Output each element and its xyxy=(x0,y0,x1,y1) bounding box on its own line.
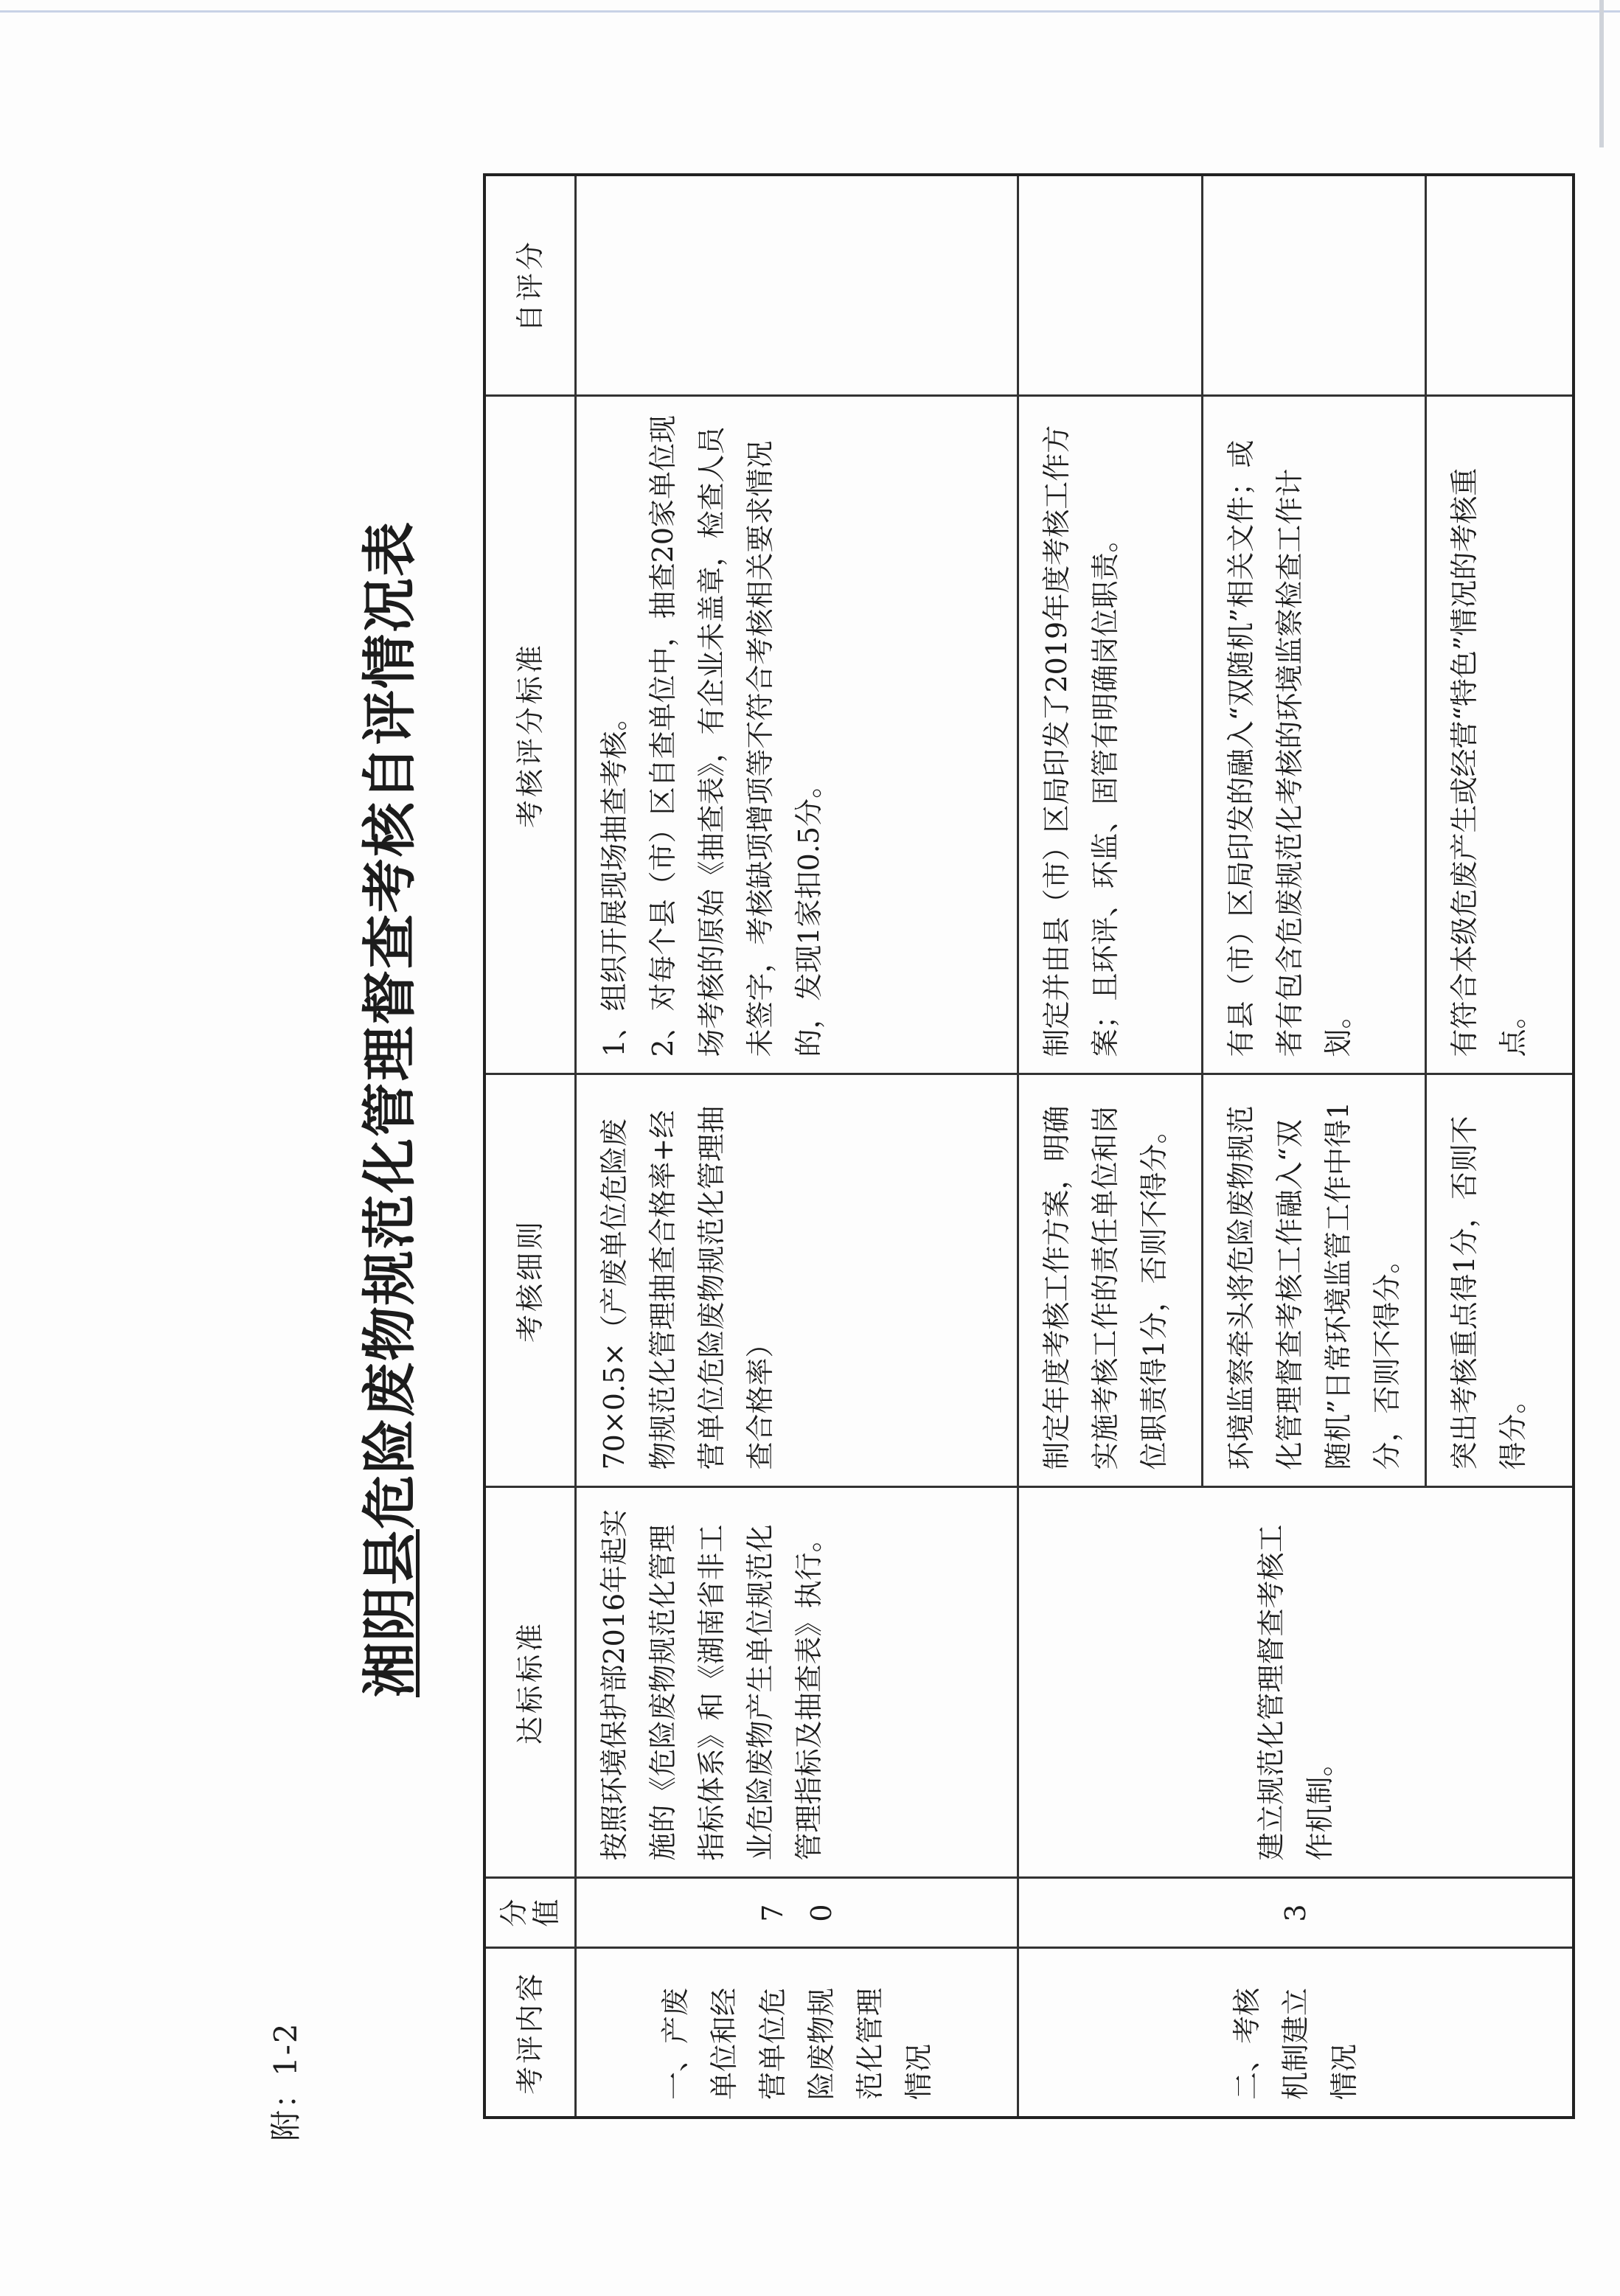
row2-score: 3 xyxy=(1018,1878,1574,1948)
row1-self-score xyxy=(576,175,1018,396)
header-detail: 考核细则 xyxy=(484,1074,576,1487)
row2-self-score-2 xyxy=(1203,175,1426,396)
annex-label: 附：1-2 xyxy=(268,2022,304,2141)
title-main: 危险废物规范化管理督查考核自评情况表 xyxy=(358,521,422,1529)
row2-criteria-1: 制定并由县（市）区局印发了2019年度考核工作方案；且环评、环监、固管有明确岗位职责。 xyxy=(1018,396,1203,1074)
evaluation-table xyxy=(483,173,1575,2119)
row1-standard: 按照环境保护部2016年起实施的《危险废物规范化管理指标体系》和《湖南省非工业危险废物产生单位规范化管理指标及抽查表》执行。 xyxy=(576,1487,1018,1878)
page-title xyxy=(347,335,425,1883)
header-score: 分值 xyxy=(484,1878,576,1948)
row2-standard: 建立规范化管理督查考核工作机制。 xyxy=(1018,1487,1574,1878)
row1-item: 一、产废单位和经营单位危险废物规范化管理情况 xyxy=(576,1948,1018,2118)
header-standard: 达标标准 xyxy=(484,1487,576,1878)
table-row xyxy=(1018,175,1203,2118)
row2-item: 二、考核机制建立情况 xyxy=(1018,1948,1574,2118)
header-item: 考评内容 xyxy=(484,1948,576,2118)
row2-detail-2: 环境监察牵头将危险废物规范化管理督查考核工作融入“双随机”日常环境监管工作中得1分，否则不得分。 xyxy=(1203,1074,1426,1487)
row1-score: 70 xyxy=(576,1878,1018,1948)
row2-self-score-3 xyxy=(1426,175,1574,396)
row1-criteria: 1、组织开展现场抽查考核。 2、对每个县（市）区自查单位中，抽查20家单位现场考核的原始《抽查表》，有企业未盖章，检查人员未签字，考核缺项增项等不符合考核相关要求情况的，发现1家扣0.5分。 xyxy=(576,396,1018,1074)
row2-criteria-2: 有县（市）区局印发的融入“双随机”相关文件；或者有包含危废规范化考核的环境监察检查工作计划。 xyxy=(1203,396,1426,1074)
title-county: 湘阴县 xyxy=(358,1529,422,1697)
header-criteria: 考核评分标准 xyxy=(484,396,576,1074)
table-row xyxy=(576,175,1018,2118)
row2-self-score-1 xyxy=(1018,175,1203,396)
row2-criteria-3: 有符合本级危废产生或经营“特色”情况的考核重点。 xyxy=(1426,396,1574,1074)
header-self-score: 自评分 xyxy=(484,175,576,396)
row2-detail-3: 突出考核重点得1分，否则不得分。 xyxy=(1426,1074,1574,1487)
row1-detail: 70×0.5×（产废单位危险废物规范化管理抽查合格率+经营单位危险废物规范化管理抽查合格率） xyxy=(576,1074,1018,1487)
row2-detail-1: 制定年度考核工作方案，明确实施考核工作的责任单位和岗位职责得1分，否则不得分。 xyxy=(1018,1074,1203,1487)
header-row xyxy=(484,175,576,2118)
